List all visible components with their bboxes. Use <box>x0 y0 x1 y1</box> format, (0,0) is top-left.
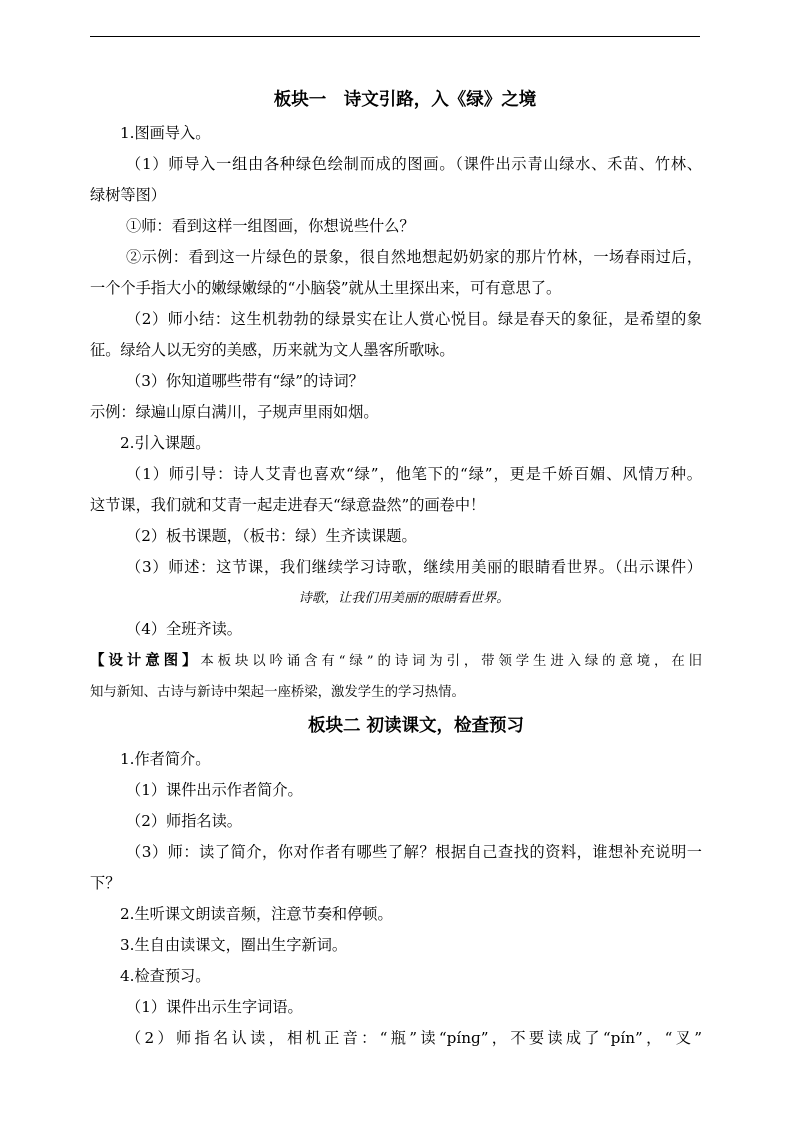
paragraph: 1.作者简介。 <box>120 750 211 768</box>
paragraph: （1）课件出示作者简介。 <box>126 781 303 799</box>
header-rule <box>90 36 700 37</box>
paragraph: （3）师：读了简介，你对作者有哪些了解？根据自己查找的资料，谁想补充说明一 <box>126 843 702 861</box>
paragraph: （3）师述：这节课，我们继续学习诗歌，继续用美丽的眼睛看世界。（出示课件） <box>126 558 702 576</box>
paragraph: 1.图画导入。 <box>120 124 211 142</box>
paragraph: （1）师导入一组由各种绿色绘制而成的图画。（课件出示青山绿水、禾苗、竹林、 <box>126 155 702 173</box>
design-intent-text: 本板块以吟诵含有“绿”的诗词为引，带领学生进入绿的意境，在旧 <box>200 654 703 669</box>
paragraph: ①师：看到这样一组图画，你想说些什么？ <box>126 217 415 235</box>
design-intent-note-cont: 知与新知、古诗与新诗中架起一座桥梁，激发学生的学习热情。 <box>90 685 465 700</box>
section-1-title: 板块一 诗文引路，入《绿》之境 <box>273 90 537 110</box>
paragraph: 3.生自由读课文，圈出生字新词。 <box>120 936 348 954</box>
section-2-title: 板块二 初读课文，检查预习 <box>307 716 525 736</box>
design-intent-note <box>90 645 702 677</box>
paragraph: （1）师引导：诗人艾青也喜欢“绿”，他笔下的“绿”，更是千娇百媚、风情万种。 <box>126 465 702 483</box>
paragraph: （1）课件出示生字词语。 <box>126 998 303 1016</box>
paragraph: （3）你知道哪些带有“绿”的诗词？ <box>126 372 364 390</box>
paragraph: 4.检查预习。 <box>120 967 211 985</box>
paragraph: （4）全班齐读。 <box>126 620 242 638</box>
paragraph: （2）师指名认读，相机正音：“瓶”读“pínɡ”，不要读成了“pín”，“叉” <box>126 1029 702 1047</box>
paragraph: （2）板书课题，（板书：绿）生齐读课题。 <box>126 527 417 545</box>
paragraph: ②示例：看到这一片绿色的景象，很自然地想起奶奶家的那片竹林，一场春雨过后， <box>126 248 702 266</box>
paragraph: （2）师指名读。 <box>126 812 242 830</box>
paragraph: 2.引入课题。 <box>120 434 211 452</box>
paragraph: 下？ <box>90 874 121 892</box>
paragraph: 绿树等图） <box>90 186 166 204</box>
paragraph: （2）师小结：这生机勃勃的绿景实在让人赏心悦目。绿是春天的象征，是希望的象 <box>126 310 702 328</box>
paragraph: 这节课，我们就和艾青一起走进春天“绿意盎然”的画卷中！ <box>90 496 486 514</box>
courseware-text: 诗歌，让我们用美丽的眼睛看世界。 <box>298 591 510 606</box>
paragraph: 征。绿给人以无穷的美感，历来就为文人墨客所歌咏。 <box>90 341 455 359</box>
paragraph: 示例：绿遍山原白满川，子规声里雨如烟。 <box>90 403 379 421</box>
design-intent-label: 【设计意图】 <box>90 652 201 669</box>
paragraph: 2.生听课文朗读音频，注意节奏和停顿。 <box>120 905 393 923</box>
document-body <box>90 82 702 1054</box>
paragraph: 一个个手指大小的嫩绿嫩绿的“小脑袋”就从土里探出来，可有意思了。 <box>90 279 562 297</box>
